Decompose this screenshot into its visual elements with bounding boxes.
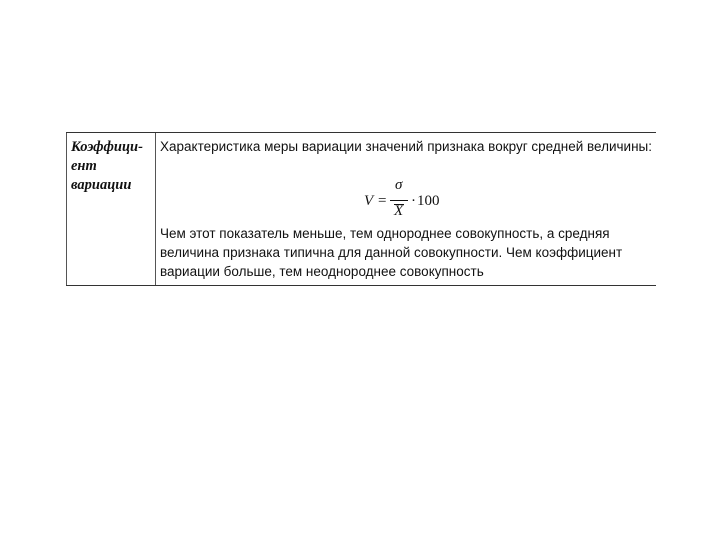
formula-equals: = [378,193,387,209]
coefficient-formula [364,177,484,223]
definition-table [66,132,656,286]
definition-cell [156,133,656,285]
term-cell [66,133,156,285]
term-label: Коэффици- ент вариации [71,139,143,193]
formula-lhs: V [364,193,374,209]
formula-constant: 100 [417,193,440,209]
formula-numerator: σ [395,177,403,193]
definition-note: Чем этот показатель меньше, тем однороднее совокупность, а средняя величина признака типична для данной совокупности. Чем коэффициент вариации больше, тем неоднороднее совокупность [160,226,623,279]
formula-denominator: X [394,203,404,219]
formula-operator: · [411,193,416,209]
definition-intro: Характеристика меры вариации значений признака вокруг средней величины: [160,139,652,154]
fraction-bar [390,200,408,201]
